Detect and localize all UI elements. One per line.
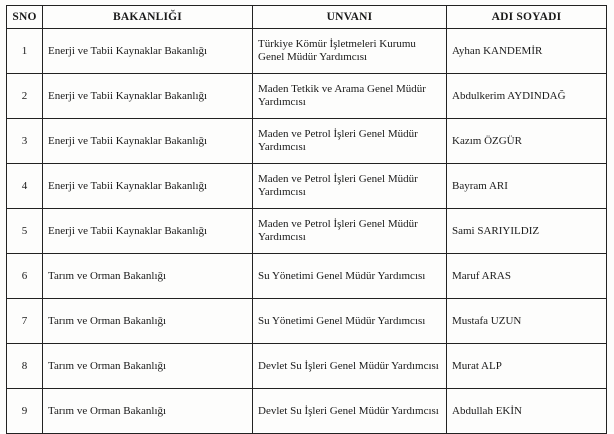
cell-name: Mustafa UZUN xyxy=(447,299,607,344)
cell-name: Bayram ARI xyxy=(447,164,607,209)
cell-title: Maden Tetkik ve Arama Genel Müdür Yardımcısı xyxy=(253,74,447,119)
cell-sno: 5 xyxy=(7,209,43,254)
table-body xyxy=(7,29,607,434)
cell-name: Abdulkerim AYDINDAĞ xyxy=(447,74,607,119)
cell-name: Sami SARIYILDIZ xyxy=(447,209,607,254)
cell-sno: 6 xyxy=(7,254,43,299)
cell-ministry: Enerji ve Tabii Kaynaklar Bakanlığı xyxy=(43,164,253,209)
cell-sno: 8 xyxy=(7,344,43,389)
cell-title: Maden ve Petrol İşleri Genel Müdür Yardımcısı xyxy=(253,119,447,164)
column-header-ministry: BAKANLIĞI xyxy=(43,6,253,29)
cell-title: Su Yönetimi Genel Müdür Yardımcısı xyxy=(253,254,447,299)
cell-title: Maden ve Petrol İşleri Genel Müdür Yardımcısı xyxy=(253,209,447,254)
cell-name: Ayhan KANDEMİR xyxy=(447,29,607,74)
cell-ministry: Enerji ve Tabii Kaynaklar Bakanlığı xyxy=(43,119,253,164)
cell-ministry: Tarım ve Orman Bakanlığı xyxy=(43,389,253,434)
cell-name: Maruf ARAS xyxy=(447,254,607,299)
cell-ministry: Enerji ve Tabii Kaynaklar Bakanlığı xyxy=(43,29,253,74)
cell-sno: 1 xyxy=(7,29,43,74)
cell-ministry: Enerji ve Tabii Kaynaklar Bakanlığı xyxy=(43,209,253,254)
cell-name: Kazım ÖZGÜR xyxy=(447,119,607,164)
column-header-title: UNVANI xyxy=(253,6,447,29)
cell-sno: 3 xyxy=(7,119,43,164)
table-row xyxy=(7,209,607,254)
table-row xyxy=(7,389,607,434)
cell-sno: 2 xyxy=(7,74,43,119)
cell-title: Devlet Su İşleri Genel Müdür Yardımcısı xyxy=(253,344,447,389)
column-header-name: ADI SOYADI xyxy=(447,6,607,29)
cell-sno: 4 xyxy=(7,164,43,209)
table-row xyxy=(7,299,607,344)
table-row xyxy=(7,344,607,389)
table-row xyxy=(7,74,607,119)
table-row xyxy=(7,29,607,74)
cell-ministry: Enerji ve Tabii Kaynaklar Bakanlığı xyxy=(43,74,253,119)
appointments-table xyxy=(6,5,607,434)
cell-sno: 9 xyxy=(7,389,43,434)
table-row xyxy=(7,119,607,164)
table-row xyxy=(7,254,607,299)
cell-ministry: Tarım ve Orman Bakanlığı xyxy=(43,254,253,299)
cell-ministry: Tarım ve Orman Bakanlığı xyxy=(43,299,253,344)
cell-ministry: Tarım ve Orman Bakanlığı xyxy=(43,344,253,389)
cell-name: Murat ALP xyxy=(447,344,607,389)
table-header xyxy=(7,6,607,29)
cell-sno: 7 xyxy=(7,299,43,344)
cell-title: Türkiye Kömür İşletmeleri Kurumu Genel Müdür Yardımcısı xyxy=(253,29,447,74)
cell-name: Abdullah EKİN xyxy=(447,389,607,434)
cell-title: Maden ve Petrol İşleri Genel Müdür Yardımcısı xyxy=(253,164,447,209)
table-row xyxy=(7,164,607,209)
cell-title: Devlet Su İşleri Genel Müdür Yardımcısı xyxy=(253,389,447,434)
cell-title: Su Yönetimi Genel Müdür Yardımcısı xyxy=(253,299,447,344)
column-header-sno: SNO xyxy=(7,6,43,29)
header-row xyxy=(7,6,607,29)
